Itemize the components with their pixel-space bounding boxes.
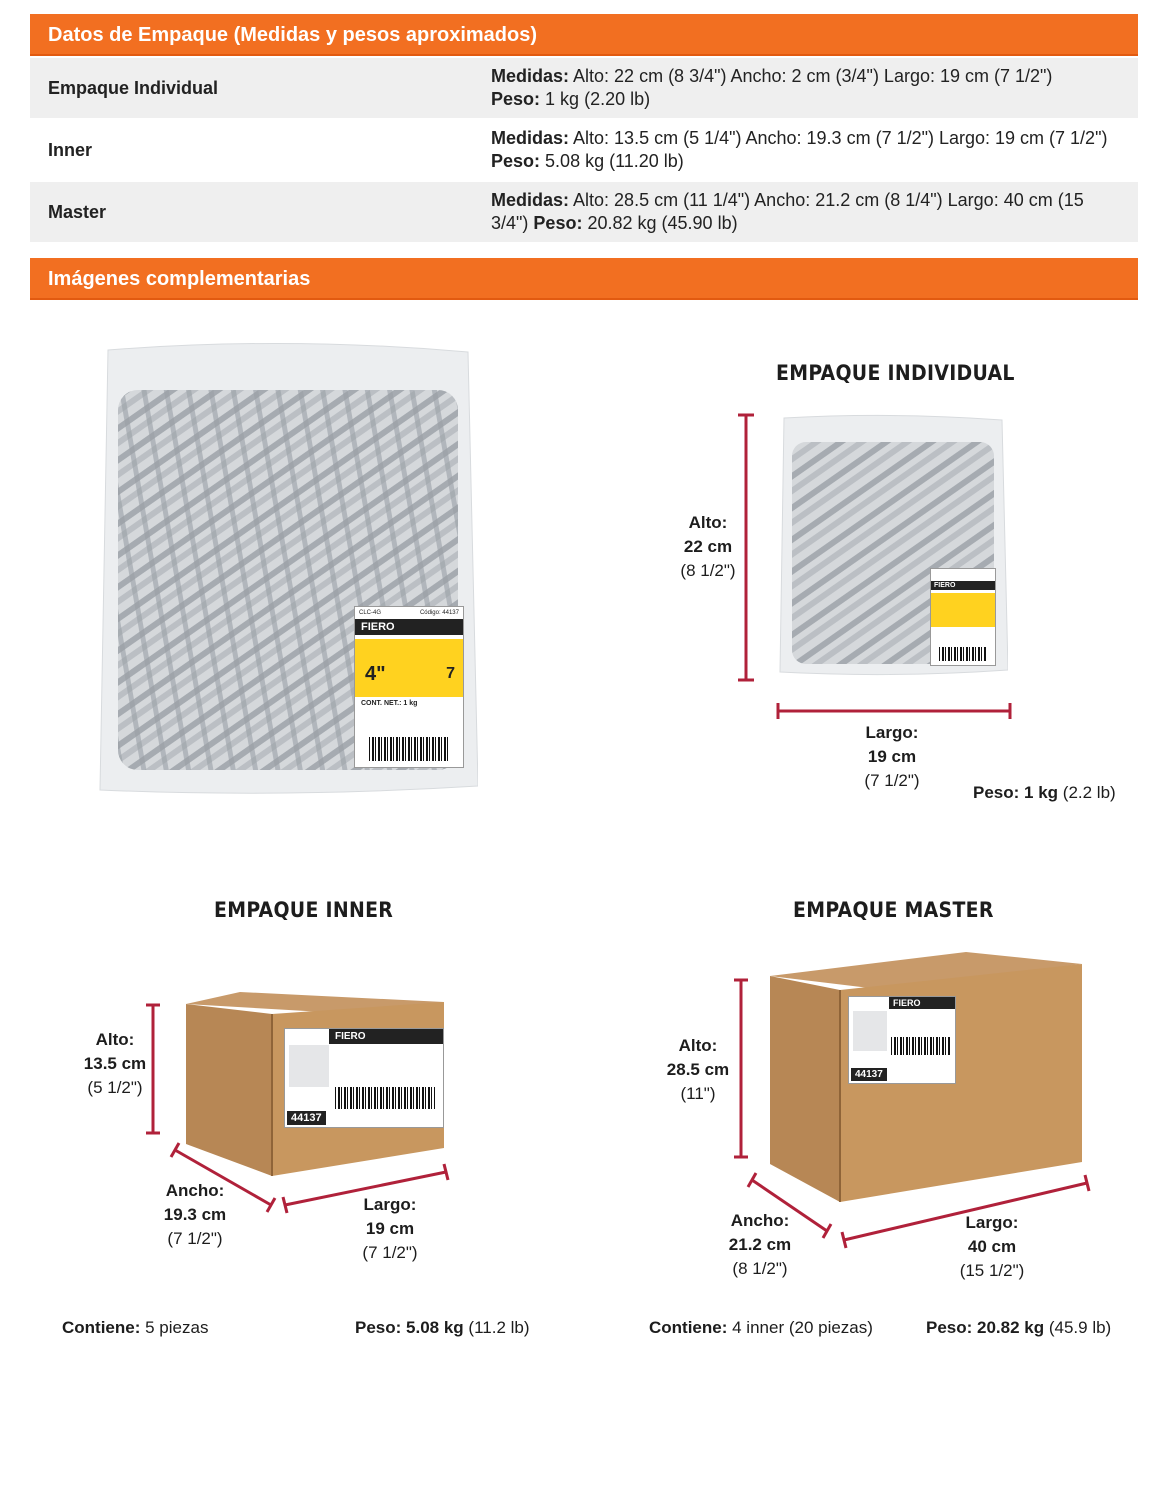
packaging-section-header: Datos de Empaque (Medidas y pesos aproximados) [30,14,1138,56]
weight-value: 5.08 kg (11.20 lb) [545,151,684,171]
master-ancho-label: Ancho: 21.2 cm (8 1/2") [728,1211,792,1278]
weight-value: 1 kg (2.20 lb) [545,89,651,109]
weight-label: Peso: [491,89,541,109]
measures-value: Alto: 13.5 cm (5 1/4") Ancho: 19.3 cm (7 1/2") Largo: 19 cm (7 1/2") [573,128,1108,148]
master-weight: Peso: 20.82 kg (45.9 lb) [926,1318,1112,1337]
measures-value: Alto: 28.5 cm (11 1/4") Ancho: 21.2 cm (8 1/4") Largo: 40 cm (15 3/4") [491,190,1084,233]
individual-largo-label: Largo: 19 cm (7 1/2") [864,723,920,790]
weight-label: Peso: [491,151,541,171]
label-gauge: 7 [446,665,455,682]
label-size: 4" [365,663,386,685]
inner-box-label [284,1028,444,1128]
master-alto-label: Alto: 28.5 cm (11") [666,1036,730,1103]
inner-alto-label: Alto: 13.5 cm (5 1/2") [83,1030,147,1097]
box-code: 44137 [851,1068,887,1081]
row-name: Master [48,202,107,222]
inner-heading: EMPAQUE INNER [214,898,394,922]
individual-product-label [930,568,996,666]
master-box-label [848,996,956,1084]
individual-weight: Peso: 1 kg (2.2 lb) [973,783,1116,802]
fiero-logo: FIERO [931,581,995,590]
images-section-header: Imágenes complementarias [30,258,1138,300]
master-heading: EMPAQUE MASTER [793,898,994,922]
label-code: Código: 44137 [419,610,459,616]
fiero-logo: FIERO [889,997,955,1009]
weight-label: Peso: [533,213,583,233]
individual-alto-label: Alto: 22 cm (8 1/2") [680,513,736,580]
fiero-logo: FIERO [355,619,463,635]
individual-heading: EMPAQUE INDIVIDUAL [776,361,1015,385]
inner-contents: Contiene: 5 piezas [62,1318,209,1337]
inner-ancho-label: Ancho: 19.3 cm (7 1/2") [163,1181,227,1248]
box-code: 44137 [287,1111,326,1125]
measures-label: Medidas: [491,128,570,148]
measures-value: Alto: 22 cm (8 3/4") Ancho: 2 cm (3/4") Largo: 19 cm (7 1/2") [573,66,1053,86]
fiero-logo: FIERO [329,1029,443,1044]
master-contents: Contiene: 4 inner (20 piezas) [649,1318,873,1337]
row-name: Empaque Individual [48,78,219,98]
inner-weight: Peso: 5.08 kg (11.2 lb) [355,1318,530,1337]
inner-largo-label: Largo: 19 cm (7 1/2") [362,1195,418,1262]
individual-bag-image [778,414,1008,676]
inner-box-image [182,990,446,1176]
master-largo-label: Largo: 40 cm (15 1/2") [959,1213,1025,1280]
weight-value: 20.82 kg (45.90 lb) [587,213,738,233]
label-contents: CONT. NET.: 1 kg [361,700,418,707]
label-model: CLC-4G [359,610,382,616]
row-name: Inner [48,140,93,160]
measures-label: Medidas: [491,66,570,86]
measures-label: Medidas: [491,190,570,210]
master-box-image [766,950,1084,1202]
